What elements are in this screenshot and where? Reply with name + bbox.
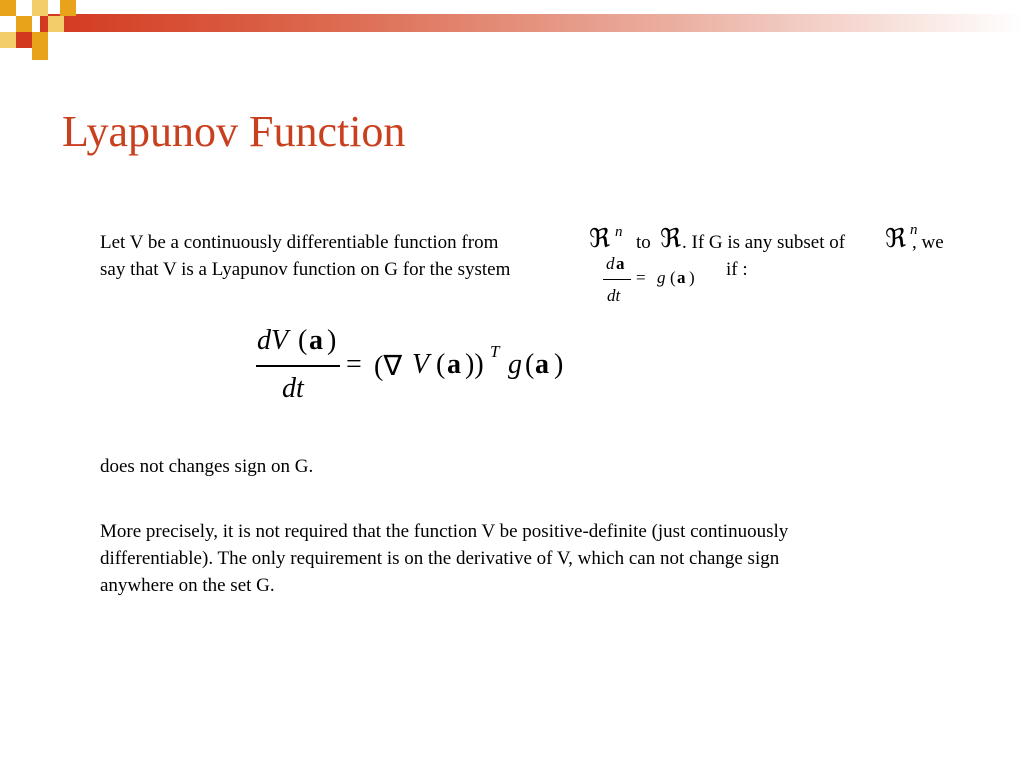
main-a: a: [447, 349, 461, 380]
header-decoration: [0, 0, 1024, 60]
deco-square: [0, 0, 16, 16]
paragraph1-subset: [682, 229, 845, 256]
deco-square: [60, 0, 76, 16]
reals-symbol: ℜ: [885, 224, 907, 254]
deco-square: [32, 0, 48, 16]
inline-num-d: d: [606, 254, 615, 273]
text-segment: , we: [912, 232, 944, 253]
text-segment: say that V is a Lyapunov function on G for the system: [100, 259, 511, 280]
inline-fraction-bar: [603, 279, 631, 280]
main-equals: =: [346, 349, 362, 380]
main-inner-lparen: (: [436, 349, 446, 380]
inline-lparen: (: [670, 268, 676, 287]
main-g-a: a: [535, 349, 549, 380]
inline-rparen: ): [689, 268, 695, 287]
text-segment: to: [636, 232, 651, 253]
inline-equals: =: [636, 268, 646, 287]
inline-a: a: [677, 268, 686, 287]
main-g: g: [508, 349, 522, 380]
paragraph3-line2: differentiable). The only requirement is on the derivative of V, which can not change sign: [100, 548, 780, 569]
reals-symbol: ℜ: [589, 224, 611, 254]
text-segment: if :: [726, 259, 748, 280]
main-g-lparen: (: [525, 349, 535, 380]
main-g-rparen: ): [554, 349, 564, 380]
superscript-n: n: [910, 222, 918, 238]
paragraph3-line1: More precisely, it is not required that the function V be positive-definite (just continuously: [100, 521, 789, 542]
paragraph1-we: [912, 229, 944, 256]
main-open-nabla: (∇: [374, 351, 403, 382]
deco-square: [32, 44, 48, 60]
paragraph3-line3: anywhere on the set G.: [100, 575, 275, 596]
transpose-T: T: [490, 342, 500, 361]
text-segment: . If G is any subset of: [682, 232, 846, 253]
text-segment: Let V be a continuously differentiable function from: [100, 232, 499, 253]
main-fraction-bar: [256, 365, 340, 367]
deco-square: [0, 32, 16, 48]
paragraph1-to: [636, 229, 651, 256]
deco-square: [16, 16, 32, 32]
paragraph2: does not changes sign on G.: [100, 456, 314, 477]
paragraph1-if: [726, 256, 748, 283]
header-gradient-band: [40, 14, 1024, 32]
deco-square: [48, 16, 64, 32]
deco-square: [16, 32, 32, 48]
main-close: )): [465, 349, 484, 380]
main-num-dV: dV: [257, 325, 289, 356]
main-num-a: a: [309, 325, 323, 356]
page-title: Lyapunov Function: [62, 107, 406, 156]
main-num-rparen: ): [327, 325, 337, 356]
inline-num-a: a: [616, 254, 625, 273]
main-denominator: dt: [282, 373, 304, 404]
main-num-lparen: (: [298, 325, 308, 356]
inline-denominator: dt: [607, 286, 621, 305]
reals-symbol: ℜ: [660, 224, 682, 254]
paragraph1-line1: [100, 229, 498, 256]
inline-g: g: [657, 268, 666, 287]
main-V: V: [412, 349, 430, 380]
superscript-n: n: [615, 224, 623, 240]
paragraph1-line2: [100, 256, 510, 283]
